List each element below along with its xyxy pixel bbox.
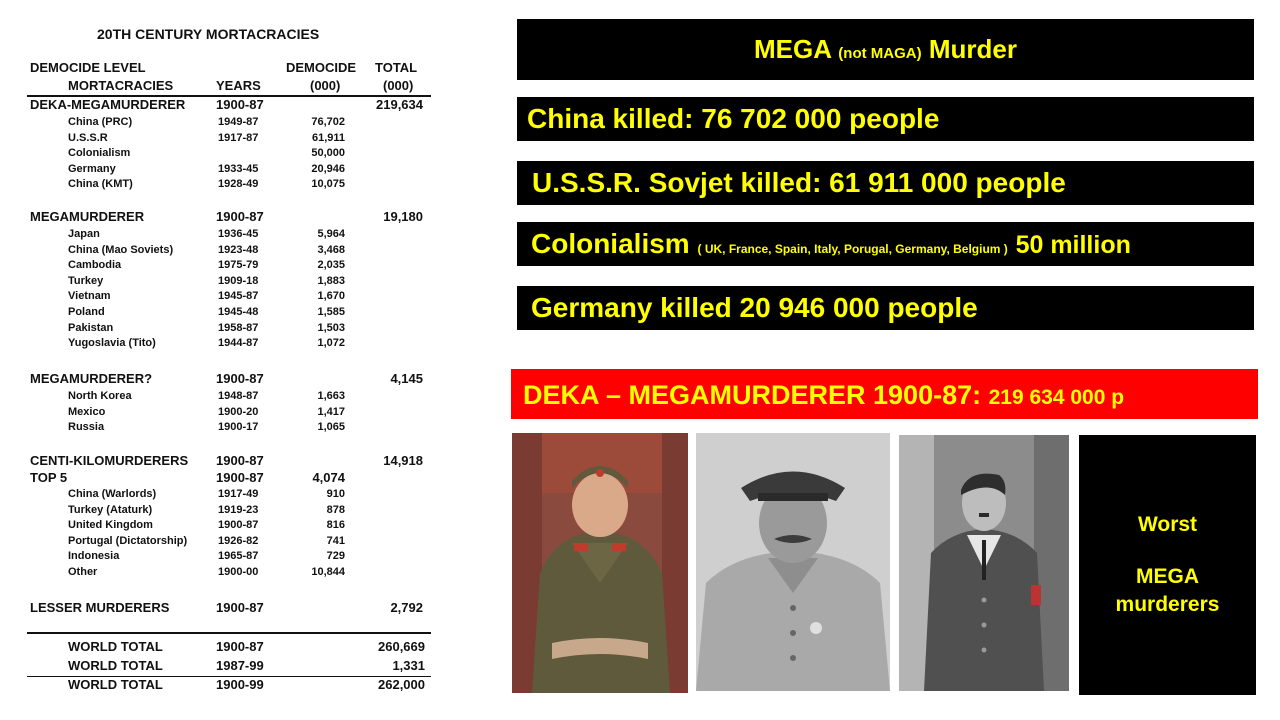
table-row-value: 1,417 [317,405,345,418]
germany-text: Germany killed 20 946 000 people [531,292,978,323]
header-democide: DEMOCIDE [286,60,357,75]
section-name: MEGAMURDERER? [30,371,153,386]
table-row-years: 1926-82 [218,534,259,547]
table-row-value: 76,702 [311,116,345,128]
portrait-photo-2 [696,433,890,691]
title-end: Murder [928,34,1017,64]
table-row-value: 1,065 [317,421,345,434]
worst-line-2: MEGA [1136,565,1199,588]
header-total: TOTAL [375,60,418,75]
section-total: 219,634 [376,97,423,112]
table-row-name: U.S.S.R [68,131,108,144]
section-years: 1900-87 [216,453,264,468]
table-row-years: 1975-79 [218,259,259,272]
table-row-name: China (PRC) [68,116,133,128]
table-row-name: Cambodia [68,259,122,272]
table-row-years: 1928-49 [218,178,259,191]
germany-banner [517,286,1254,330]
world-total-value: 262,000 [378,677,425,692]
table-row-years: 1923-48 [218,243,259,256]
table-row-years: 1900-87 [218,519,259,532]
table-row-value: 1,072 [317,337,345,350]
table-row-name: Japan [68,228,100,240]
deka-megamurderer-banner [511,369,1258,419]
section-years: 1900-87 [216,97,264,112]
section-years: 1900-87 [216,600,264,615]
section-years: 1900-87 [216,371,264,386]
world-total-value: 260,669 [378,639,425,654]
table-row-years: 1917-49 [218,488,259,500]
subsection-name: TOP 5 [30,470,68,485]
table-row-value: 741 [326,534,345,547]
table-row-years: 1945-87 [218,290,259,303]
table-row-value: 2,035 [317,259,345,272]
table-row-name: Mexico [68,405,106,418]
table-row-name: Yugoslavia (Tito) [68,337,156,350]
table-row-value: 10,075 [311,178,345,191]
worst-spacer [1079,539,1256,563]
table-row-value: 816 [326,519,345,532]
ussr-banner [517,161,1254,205]
table-row-years: 1945-48 [218,306,259,318]
table-row-name: Portugal (Dictatorship) [68,534,188,547]
table-row-value: 1,670 [317,290,345,303]
table-row-value: 1,883 [317,274,345,287]
table-row-years: 1919-23 [218,503,259,516]
header-democide-level: DEMOCIDE LEVEL [30,60,146,75]
deka-small: 219 634 000 p [988,386,1125,409]
china-text: China killed: 76 702 000 people [527,103,940,134]
world-total-value: 1,331 [392,658,425,673]
section-total: 19,180 [383,209,423,224]
ussr-text: U.S.S.R. Sovjet killed: 61 911 000 people [532,167,1066,198]
title-main: MEGA [754,34,832,64]
table-row-years: 1933-45 [218,162,259,175]
header-total-unit: (000) [383,78,414,93]
table-row-years: 1900-20 [218,405,259,418]
section-years: 1900-87 [216,209,264,224]
table-row-years: 1917-87 [218,131,259,144]
section-name: MEGAMURDERER [30,209,145,224]
portrait-photo-1 [512,433,688,693]
worst-line-1: Worst [1137,513,1198,536]
world-total-years: 1900-99 [216,677,264,692]
world-total-label: WORLD TOTAL [68,639,163,654]
header-mortacracies: MORTACRACIES [68,78,174,93]
worst-mega-murderers-box [1079,435,1256,695]
table-row-name: China (Warlords) [68,488,157,500]
table-row-name: Germany [68,162,116,175]
table-row-value: 910 [326,488,345,500]
header-years: YEARS [216,78,261,93]
subsection-years: 1900-87 [216,470,264,485]
table-row-name: United Kingdom [68,519,153,532]
table-row-name: Poland [68,306,105,318]
table-row-years: 1900-00 [218,566,259,578]
table-row-value: 1,663 [317,390,345,402]
section-total: 4,145 [390,371,423,386]
table-row-name: North Korea [68,390,132,402]
table-row-name: China (Mao Soviets) [68,243,174,256]
mega-murder-title [517,19,1254,80]
header-democide-unit: (000) [310,78,341,93]
table-row-value: 61,911 [311,131,345,144]
table-row-value: 10,844 [311,566,345,578]
world-total-label: WORLD TOTAL [68,658,163,673]
table-row-value: 729 [326,550,345,563]
table-row-value: 20,946 [311,162,345,175]
world-total-label: WORLD TOTAL [68,677,163,692]
table-row-name: Russia [68,421,105,434]
table-row-years: 1936-45 [218,228,259,240]
table-row-value: 3,468 [317,243,345,256]
table-row-name: China (KMT) [68,178,133,191]
section-total: 14,918 [383,453,423,468]
table-title: 20TH CENTURY MORTACRACIES [97,26,320,42]
colonialism-banner [517,222,1254,266]
table-row-years: 1949-87 [218,116,259,128]
world-total-years: 1987-99 [216,658,264,673]
section-name: CENTI-KILOMURDERERS [30,453,189,468]
table-row-name: Turkey (Ataturk) [68,503,153,516]
table-row-name: Indonesia [68,550,120,563]
table-row-value: 50,000 [311,147,345,160]
table-row-name: Pakistan [68,321,114,334]
table-row-value: 878 [326,503,345,516]
table-row-years: 1965-87 [218,550,259,563]
section-name: LESSER MURDERERS [30,600,170,615]
table-row-years: 1900-17 [218,421,259,434]
table-row-years: 1944-87 [218,337,259,350]
table-row-value: 1,585 [317,306,345,318]
table-row-name: Other [68,566,98,578]
table-row-name: Colonialism [68,147,131,160]
table-row-name: Turkey [68,274,104,287]
table-row-years: 1909-18 [218,274,259,287]
table-row-name: Vietnam [68,290,111,303]
colonialism-main: Colonialism [531,228,690,259]
portrait-photo-3 [899,435,1069,691]
table-row-value: 5,964 [317,228,345,240]
mortacracies-table [0,0,470,720]
colonialism-countries: ( UK, France, Spain, Italy, Porugal, Germany, Belgium ) [697,242,1008,256]
china-banner [517,97,1254,141]
table-row-years: 1948-87 [218,390,259,402]
deka-main: DEKA – MEGAMURDERER 1900-87: [523,380,982,410]
world-total-years: 1900-87 [216,639,264,654]
section-name: DEKA-MEGAMURDERER [30,97,186,112]
table-row-value: 1,503 [317,321,345,334]
section-total: 2,792 [390,600,423,615]
table-row-years: 1958-87 [218,321,259,334]
title-small: (not MAGA) [838,45,922,62]
worst-line-3: murderers [1115,593,1220,616]
colonialism-end: 50 million [1015,231,1131,259]
world-total-rule [27,632,431,634]
subsection-value: 4,074 [312,470,345,485]
